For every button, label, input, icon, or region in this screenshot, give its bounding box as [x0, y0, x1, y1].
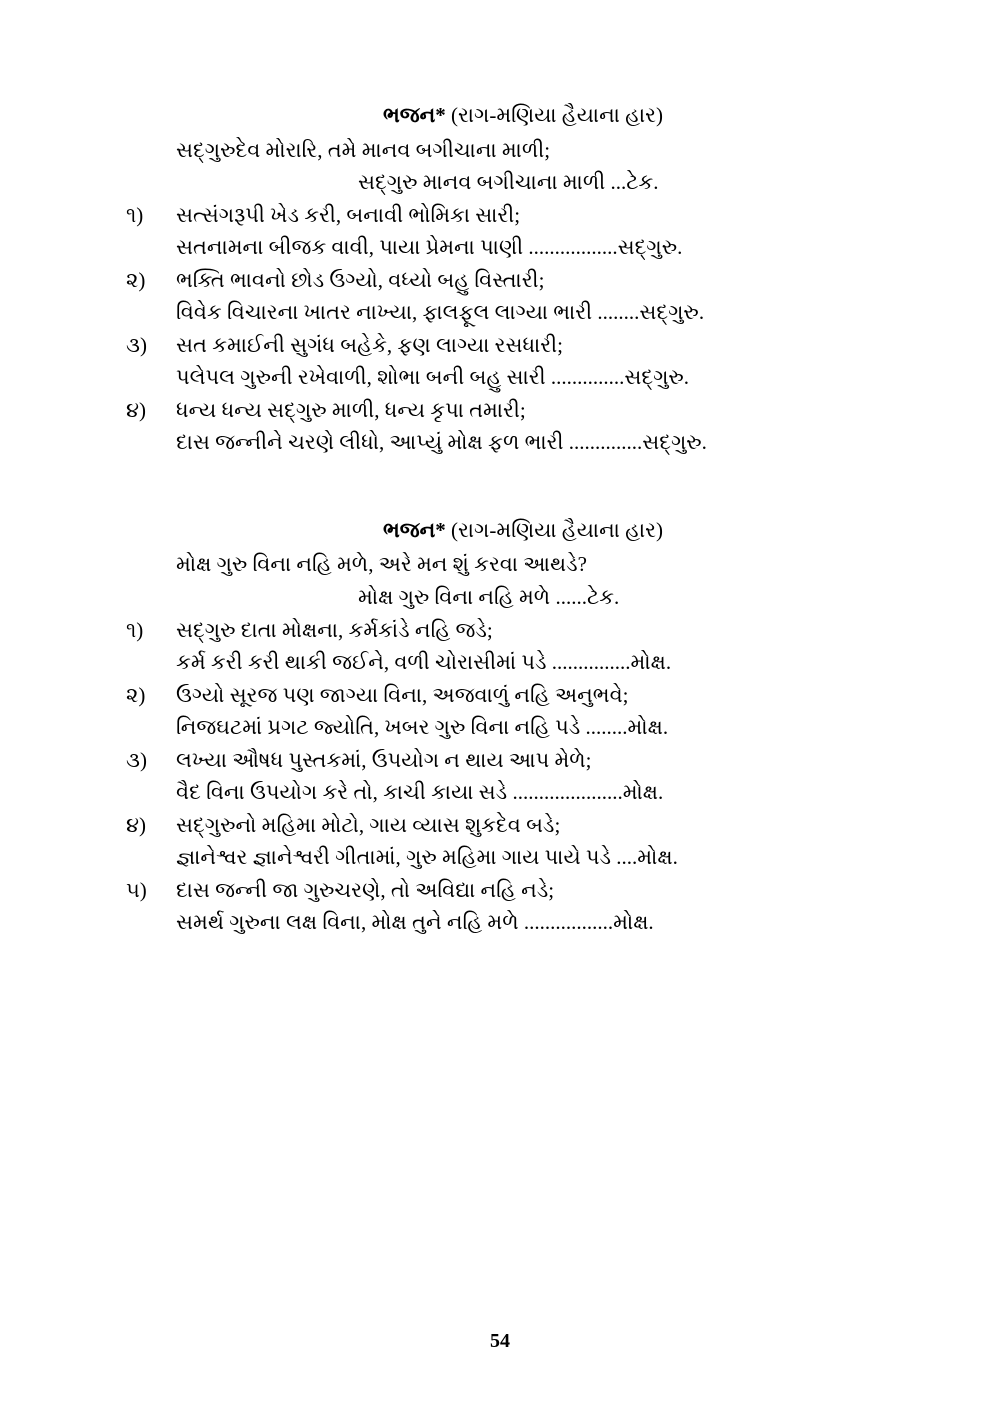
song-title-star: *: [435, 103, 446, 127]
verse: [118, 809, 888, 874]
verse: [118, 679, 888, 744]
verse-line: ભક્તિ ભાવનો છોડ ઉગ્યો, વધ્યો બહુ વિસ્તારી;: [176, 267, 545, 292]
verse-number: ૩): [126, 332, 147, 357]
verse-lines: [176, 264, 888, 329]
verse-line: સમર્થ ગુરુના લક્ષ વિના, મોક્ષ તુને નહિ મળે .................મોક્ષ.: [176, 910, 654, 935]
verse-lines: [176, 809, 888, 874]
song-block: [118, 100, 888, 459]
verse-number: ૫): [126, 877, 147, 902]
verse-line: વૈદ વિના ઉપયોગ કરે તો, કાચી કાયા સડે .....................મોક્ષ.: [176, 780, 664, 805]
verse-line: દાસ જન્નીને ચરણે લીધો, આપ્યું મોક્ષ ફળ ભારી ..............સદ્‌ગુરુ.: [176, 430, 707, 455]
verse-line: જ્ઞાનેશ્વર જ્ઞાનેશ્વરી ગીતામાં, ગુરુ મહિમા ગાય પાયે પડે ....મોક્ષ.: [176, 845, 678, 870]
verse-line: સદ્‌ગુરુ દાતા મોક્ષના, કર્મકાંડે નહિ જડે;: [176, 617, 493, 642]
verse-lines: [176, 199, 888, 264]
refrain-line-2: સદ્‌ગુરુ માનવ બગીચાના માળી ...ટેક.: [358, 170, 659, 195]
verse: [118, 199, 888, 264]
verse-line: ધન્ય ધન્ય સદ્‌ગુરુ માળી, ધન્ય કૃપા તમારી;: [176, 397, 526, 422]
verse-number: ૩): [126, 747, 147, 772]
verse-line: દાસ જન્ની જા ગુરુચરણે, તો અવિદ્યા નહિ નડે;: [176, 877, 555, 902]
verse-number: ૪): [126, 812, 147, 837]
song-title: ભજન: [382, 103, 436, 127]
song-raga: (રાગ-મણિયા હૈયાના હાર): [451, 517, 664, 542]
verse-number: ૨): [126, 267, 146, 292]
refrain-line-1: મોક્ષ ગુરુ વિના નહિ મળે, અરે મન શું કરવા આથડે?: [176, 552, 587, 577]
verse-number: ૧): [126, 617, 144, 642]
verse-lines: [176, 614, 888, 679]
verse-line: ઉગ્યો સૂરજ પણ જાગ્યા વિના, અજવાળું નહિ અનુભવે;: [176, 682, 629, 707]
verse-line: સતનામના બીજક વાવી, પાયા પ્રેમના પાણી .................સદ્‌ગુરુ.: [176, 235, 683, 260]
song-raga: (રાગ-મણિયા હૈયાના હાર): [451, 103, 664, 127]
verse-line: લખ્યા ઔષધ પુસ્તકમાં, ઉપયોગ ન થાય આપ મેળે;: [176, 747, 592, 772]
song-title: ભજન: [382, 517, 436, 542]
page-number: 54: [490, 1330, 510, 1352]
verse: [118, 329, 888, 394]
verse-lines: [176, 679, 888, 744]
verse-line: નિજઘટમાં પ્રગટ જ્યોતિ, ખબર ગુરુ વિના નહિ પડે ........મોક્ષ.: [176, 715, 669, 740]
verse-lines: [176, 394, 888, 459]
song-block: [118, 515, 888, 939]
verse-lines: [176, 744, 888, 809]
refrain-line-2: મોક્ષ ગુરુ વિના નહિ મળે ......ટેક.: [358, 585, 620, 610]
verse-lines: [176, 329, 888, 394]
verse: [118, 264, 888, 329]
verse: [118, 874, 888, 939]
verse-line: સદ્‌ગુરુનો મહિમા મોટો, ગાય વ્યાસ શુકદેવ બડે;: [176, 812, 561, 837]
verse-line: સત્સંગરૂપી ખેડ કરી, બનાવી ભોમિકા સારી;: [176, 202, 521, 227]
verse: [118, 614, 888, 679]
verse-number: ૧): [126, 202, 144, 227]
section-spacer: [118, 469, 888, 515]
verse-lines: [176, 874, 888, 939]
song-heading: [118, 100, 888, 132]
verse-line: કર્મ કરી કરી થાકી જઈને, વળી ચોરાસીમાં પડે ...............મોક્ષ.: [176, 650, 672, 675]
verse-line: સત કમાઈની સુગંધ બહેકે, ફણ લાગ્યા રસધારી;: [176, 332, 563, 357]
refrain-line-1: સદ્‌ગુરુદેવ મોરારિ, તમે માનવ બગીચાના માળી;: [176, 137, 551, 162]
page-content: [118, 100, 888, 949]
verse-number: ૪): [126, 397, 147, 422]
verse-line: વિવેક વિચારના ખાતર નાખ્યા, ફાલફૂલ લાગ્યા ભારી ........સદ્‌ગુરુ.: [176, 300, 705, 325]
song-heading: [118, 515, 888, 547]
verse: [118, 744, 888, 809]
verse: [118, 394, 888, 459]
verse-number: ૨): [126, 682, 146, 707]
song-title-star: *: [435, 517, 446, 542]
verse-line: પલેપલ ગુરુની રખેવાળી, શોભા બની બહુ સારી ..............સદ્‌ગુરુ.: [176, 365, 690, 390]
